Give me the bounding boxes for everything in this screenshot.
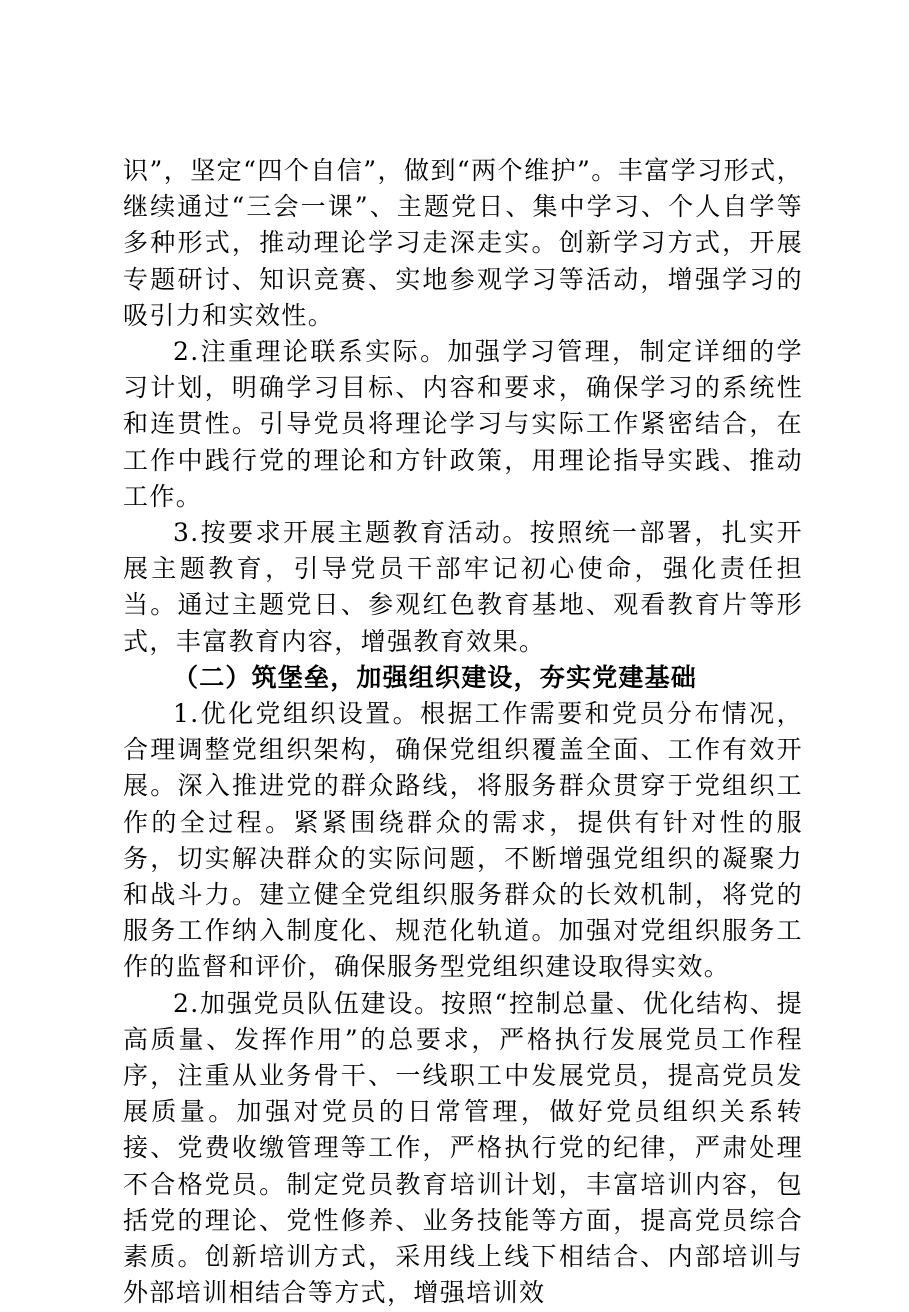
paragraph-item-1-optimize-org: 1.优化党组织设置。根据工作需要和党员分布情况，合理调整党组织架构，确保党组织覆盖全面、工作有效开展。深入推进党的群众路线，将服务群众贯穿于党组织工作的全过程。紧紧围绕群众的需求，提供有针对性的服务，切实解决群众的实际问题，不断增强党组织的凝聚力和战斗力。建立健全党组织服务群众的长效机制，将党的服务工作纳入制度化、规范化轨道。加强对党组织服务工作的监督和评价，确保服务型党组织建设取得实效。 xyxy=(123,699,803,982)
paragraph-item-2-member-team: 2.加强党员队伍建设。按照“控制总量、优化结构、提高质量、发挥作用”的总要求，严格执行发展党员工作程序，注重从业务骨干、一线职工中发展党员，提高党员发展质量。加强对党员的日常管理，做好党员组织关系转接、党费收缴管理等工作，严格执行党的纪律，严肃处理不合格党员。制定党员教育培训计划，丰富培训内容，包括党的理论、党性修养、业务技能等方面，提高党员综合素质。创新培训方式，采用线上线下相结合、内部培训与外部培训相结合等方式，增强培训效 xyxy=(123,988,803,1308)
document-body xyxy=(123,153,803,1312)
paragraph-item-2-theory-practice: 2.注重理论联系实际。加强学习管理，制定详细的学习计划，明确学习目标、内容和要求，确保学习的系统性和连贯性。引导党员将理论学习与实际工作紧密结合，在工作中践行党的理论和方针政策，用理论指导实践、推动工作。 xyxy=(123,337,803,511)
paragraph-item-3-theme-education: 3.按要求开展主题教育活动。按照统一部署，扎实开展主题教育，引导党员干部牢记初心使命，强化责任担当。通过主题党日、参观红色教育基地、观看教育片等形式，丰富教育内容，增强教育效果。 xyxy=(123,518,803,656)
section-heading: （二）筑堡垒，加强组织建设，夯实党建基础 xyxy=(173,662,698,692)
paragraph-continuation: 识”，坚定“四个自信”，做到“两个维护”。丰富学习形式，继续通过“三会一课”、主题党日、集中学习、个人自学等多种形式，推动理论学习走深走实。创新学习方式，开展专题研讨、知识竞赛、实地参观学习等活动，增强学习的吸引力和实效性。 xyxy=(123,156,803,330)
